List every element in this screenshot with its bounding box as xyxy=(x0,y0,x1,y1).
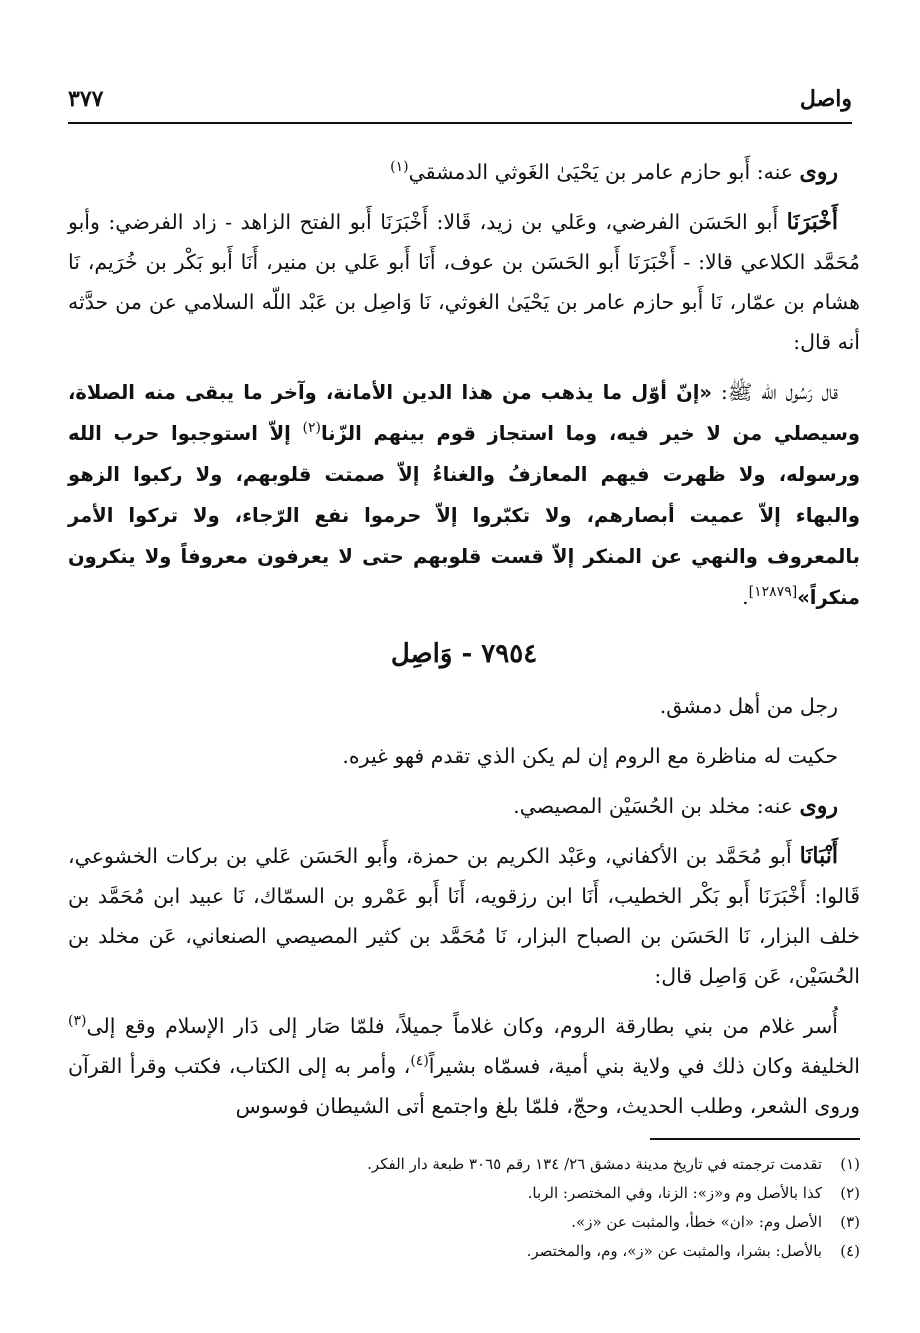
keyword-rawa: روى xyxy=(799,793,838,819)
footnote-item xyxy=(68,1237,860,1266)
paragraph-text: عنه: أَبو حازم عامر بن يَحْيَىٰ الغَوثي الدمشقي xyxy=(408,160,800,184)
main-text xyxy=(68,152,860,1136)
paragraph-text: أُسر غلام من بني بطارقة الروم، وكان غلاماً جميلاً، فلمّا صَار إلى دَار الإسلام وقع إلى xyxy=(86,1014,838,1038)
running-header xyxy=(68,82,852,124)
footnote-item xyxy=(68,1150,860,1179)
footnotes xyxy=(68,1150,860,1266)
hadith-text-part2: إلاّ استوجبوا حرب الله ورسوله، ولا ظهرت فيهم المعازفُ والغناءُ إلاّ صمتت قلوبهم، ولا ركبوا الزهو والبهاء إلاّ عميت أبصارهم، ولا تكبّروا إلاّ حرموا نفع الرّجاء، ولا تركوا الأمر بالمعروف والنهي عن المنكر إلاّ قست قلوبهم حتى لا يعرفون معروفاً ولا ينكرون منكراً» xyxy=(68,422,860,609)
footnote-text: بالأصل: بشرا، والمثبت عن «ز»، وم، والمختصر. xyxy=(526,1242,822,1260)
footnote-text: الأصل وم: «ان» خطأ، والمثبت عن «ز». xyxy=(571,1213,822,1231)
paragraph-text: أَبو الحَسَن الفرضي، وعَلي بن زيد، قَالا: أَخْبَرَنَا أَبو الفتح الزاهد - زاد الفرضي: وأبو مُحَمَّد الكلاعي قالا: - أَخْبَرَنَا أَبو الحَسَن بن عوف، أَنَا أَبو عَلي بن منير، أَنَا أَبو بَكْر بن خُرَيم، نَا هشام بن عمّار، نَا أَبو حازم عامر بن يَحْيَىٰ الغوثي، نَا وَاصِل بن عَبْد اللّه السلامي عن من حدَّثه أنه قال: xyxy=(68,210,860,354)
keyword-akhbarana: أَخْبَرَنَا xyxy=(786,209,838,235)
footnote-ref-4: (٤) xyxy=(410,1053,429,1070)
footnote-number: (٣) xyxy=(840,1213,860,1231)
paragraph-text: حكيت له مناظرة مع الروم إن لم يكن الذي تقدم فهو غيره. xyxy=(342,744,838,768)
paragraph-hadith xyxy=(68,372,860,618)
paragraph-text: عنه: مخلد بن الحُسَيْن المصيصي. xyxy=(513,794,800,818)
keyword-anbana: أَنْبَانَا xyxy=(799,843,838,869)
hadith-intro: قال رَسُول اللّه ﷺ: xyxy=(712,380,838,404)
paragraph-text: أَبو مُحَمَّد بن الأكفاني، وعَبْد الكريم بن حمزة، وأَبو الحَسَن عَلي بن بركات الخشوعي، قَالوا: أَخْبَرَنَا أَبو بَكْر الخطيب، أَنَا ابن رزقويه، أَنَا أَبو عَمْرو بن السمّاك، نَا عبيد ابن مُحَمَّد بن خلف البزار، نَا الحَسَن بن الصباح البزار، نَا مُحَمَّد بن كثير المصيصي الصنعاني، عَن مخلد بن الحُسَيْن، عَن وَاصِل قال: xyxy=(68,844,860,988)
paragraph-isnad-2 xyxy=(68,836,860,996)
page-number: ٣٧٧ xyxy=(68,86,104,112)
footnote-item xyxy=(68,1179,860,1208)
footnote-number: (٤) xyxy=(840,1242,860,1260)
paragraph-text: الخليفة وكان ذلك في ولاية بني أمية، فسمّاه بشيراً xyxy=(428,1054,861,1078)
hadith-end: . xyxy=(742,585,749,609)
paragraph-narrator xyxy=(68,152,860,192)
footnote-text: تقدمت ترجمته في تاريخ مدينة دمشق ٢٦/ ١٣٤ رقم ٣٠٦٥ طبعة دار الفكر. xyxy=(367,1155,822,1173)
paragraph-story xyxy=(68,1006,860,1126)
paragraph-narrator-2 xyxy=(68,786,860,826)
keyword-rawa: روى xyxy=(799,159,838,185)
footnote-ref-3: (٣) xyxy=(68,1013,87,1030)
footnote-item xyxy=(68,1208,860,1237)
paragraph-isnad xyxy=(68,202,860,362)
hadith-text-part1: «إنّ أوّل ما يذهب من هذا الدين الأمانة، وآخر ما يبقى منه الصلاة، وسيصلي من لا خير فيه، وما استجاز قوم بينهم الزّنا xyxy=(68,381,861,445)
footnote-number: (١) xyxy=(840,1155,860,1173)
paragraph-note xyxy=(68,736,860,776)
footnote-number: (٢) xyxy=(840,1184,860,1202)
hadith-number: [١٢٨٧٩] xyxy=(748,584,798,601)
footnote-ref-1: (١) xyxy=(390,159,409,176)
footnote-ref-2: (٢) xyxy=(302,420,321,437)
paragraph-origin xyxy=(68,686,860,726)
chapter-title: واصل xyxy=(799,86,852,112)
footnote-text: كذا بالأصل وم و«ز»: الزنا، وفي المختصر: الربا. xyxy=(527,1184,822,1202)
paragraph-text: رجل من أهل دمشق. xyxy=(659,694,838,718)
paragraph-text: ، وأمر به إلى الكتاب، فكتب وقرأ القرآن وروى الشعر، وطلب الحديث، وحجّ، فلمّا بلغ واجتمع أتى الشيطان فوسوس xyxy=(68,1054,860,1118)
footnote-divider xyxy=(650,1138,860,1140)
entry-heading: ٧٩٥٤ - وَاصِل xyxy=(390,639,538,669)
